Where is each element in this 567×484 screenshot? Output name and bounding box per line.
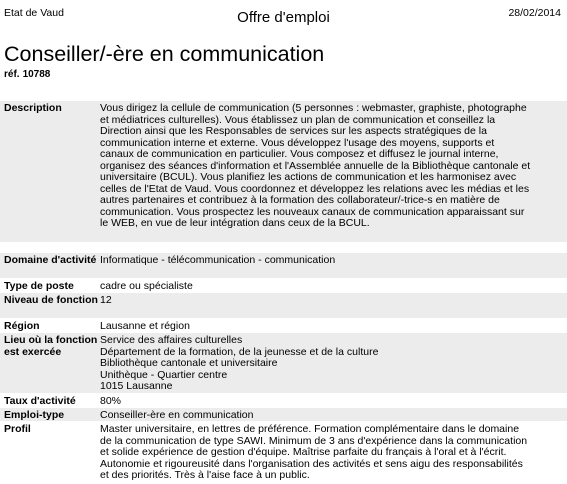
field-value	[100, 319, 567, 332]
field-row-domaine	[0, 252, 567, 278]
header-page-type: Offre d'emploi	[237, 9, 330, 26]
field-row-type-poste	[0, 278, 567, 292]
value-line: celles de l'Etat de Vaud. Vous coordonnez et développez les relations avec les médias et les	[100, 182, 530, 195]
field-label: Lieu où la fonction est exercée	[4, 334, 98, 358]
field-label: Niveau de fonction	[4, 294, 98, 306]
value-line: de la communication de type SAWI. Minimum de 3 ans d'expérience dans la communication	[100, 434, 528, 447]
value-line: Conseiller-ère en communication	[100, 409, 254, 421]
field-label: Taux d'activité	[4, 395, 76, 407]
field-label: Région	[4, 320, 40, 332]
header-agency: Etat de Vaud	[4, 7, 64, 19]
value-line: et médiatrices culturelles). Vous établissez un plan de communication et conseillez la	[100, 113, 496, 126]
value-line: 1015 Lausanne	[100, 380, 173, 392]
field-value	[100, 279, 567, 292]
value-line: communication. Vous prospectez les nouveaux canaux de communication apparaissant sur	[100, 205, 525, 218]
field-row-taux	[0, 393, 567, 407]
value-line: Lausanne et région	[100, 320, 190, 332]
value-line: canaux de communication en particulier. Vous composez et diffusez le journal interne,	[100, 148, 499, 160]
field-value	[100, 101, 567, 242]
field-value	[100, 253, 567, 278]
value-line: le WEB, en vue de leur intégration dans ceux de la BCUL.	[100, 217, 370, 229]
ref-value: 10788	[22, 69, 51, 80]
field-label: Domaine d'activité	[4, 254, 97, 266]
value-line: Service des affaires culturelles	[100, 334, 243, 346]
value-line: Master universitaire, en lettres de préférence. Formation complémentaire dans le domaine	[100, 423, 520, 435]
value-line: Autonomie et rigoureusité dans l'organisation des activités et sens aigu des responsabilités	[100, 457, 523, 470]
field-value	[100, 408, 567, 421]
ref-label: réf.	[4, 69, 20, 80]
field-label: Type de poste	[4, 280, 74, 292]
field-row-lieu	[0, 332, 567, 393]
field-row-description	[0, 100, 567, 242]
field-label: Profil	[4, 423, 31, 435]
field-row-emploi-type	[0, 407, 567, 421]
field-value	[100, 394, 567, 407]
field-value	[100, 293, 567, 318]
header-date: 28/02/2014	[508, 7, 561, 19]
value-line: autres partenaires et contribuez à la formation des collaborateur/-trice-s en matière de	[100, 194, 500, 206]
value-line: et des priorités. Très à l'aise face à un public.	[100, 469, 310, 481]
field-value	[100, 422, 567, 484]
value-line: Bibliothèque cantonale et universitaire	[100, 357, 278, 369]
value-line: Vous dirigez la cellule de communication (5 personnes : webmaster, graphiste, photographe	[100, 102, 527, 114]
value-line: 80%	[100, 395, 122, 407]
spacer	[0, 242, 567, 252]
value-line: universitaire (BCUL). Vous planifiez les actions de communication et les harmonisez avec	[100, 171, 517, 183]
value-line: et solide expérience de gestion d'équipe. Maîtrise parfaite du français à l'oral et à l'écrit.	[100, 446, 507, 458]
value-line: 12	[100, 294, 112, 306]
value-line: Département de la formation, de la jeunesse et de la culture	[100, 345, 379, 358]
field-label: Emploi-type	[4, 409, 65, 421]
field-row-region	[0, 318, 567, 332]
field-label: Description	[4, 102, 62, 114]
field-value	[100, 333, 567, 393]
value-line: cadre ou spécialiste	[100, 280, 193, 292]
job-details-table	[0, 100, 567, 484]
value-line: communication interne et externe. Vous développez l'usage des moyens, supports et	[100, 136, 495, 149]
job-reference	[4, 69, 50, 80]
value-line: Unithèque - Quartier centre	[100, 368, 228, 381]
value-line: Informatique - télécommunication - communication	[100, 254, 336, 266]
value-line: organisez des séances d'information et l'Assemblée annuelle de la Bibliothèque cantonale et	[100, 159, 531, 172]
job-title: Conseiller/-ère en communication	[4, 42, 325, 66]
value-line: Direction ainsi que les Responsables de services sur les aspects stratégiques de la	[100, 125, 487, 137]
field-row-niveau	[0, 292, 567, 318]
field-row-profil	[0, 421, 567, 484]
